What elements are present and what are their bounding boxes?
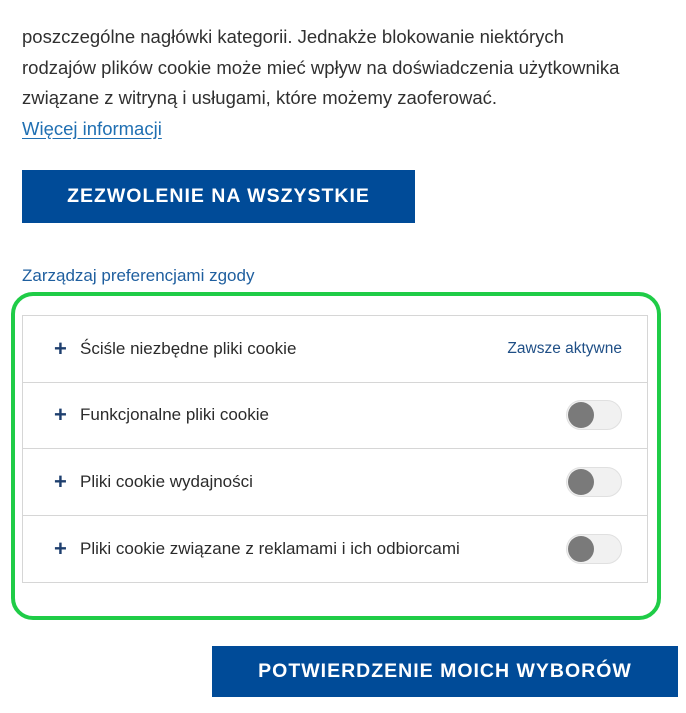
toggle-knob [568, 469, 594, 495]
category-advertising[interactable] [23, 516, 647, 583]
intro-line-2: rodzajów plików cookie może mieć wpływ na doświadczenia użytkownika [22, 56, 620, 78]
toggle-knob [568, 536, 594, 562]
category-label: Pliki cookie wydajności [80, 471, 253, 491]
expand-plus-icon: + [54, 535, 67, 561]
cookie-categories-accordion [22, 315, 648, 583]
category-label: Ściśle niezbędne pliki cookie [80, 338, 297, 358]
category-label: Pliki cookie związane z reklamami i ich odbiorcami [80, 538, 460, 558]
intro-text [22, 22, 662, 144]
expand-plus-icon: + [54, 468, 67, 494]
intro-line-3: związane z witryną i usługami, które możemy zaoferować. [22, 87, 498, 108]
toggle-knob [568, 402, 594, 428]
intro-line-1: poszczególne nagłówki kategorii. Jednakże blokowanie niektórych [22, 26, 564, 47]
expand-plus-icon: + [54, 402, 67, 428]
category-performance[interactable] [23, 449, 647, 516]
more-info-link[interactable]: Więcej informacji [22, 117, 162, 139]
confirm-choices-button[interactable]: POTWIERDZENIE MOICH WYBORÓW [212, 646, 678, 697]
category-strictly-necessary[interactable] [23, 316, 647, 383]
advertising-cookies-toggle[interactable] [566, 534, 622, 564]
functional-cookies-toggle[interactable] [566, 400, 622, 430]
category-functional[interactable] [23, 383, 647, 450]
category-label: Funkcjonalne pliki cookie [80, 405, 269, 425]
always-active-label: Zawsze aktywne [507, 339, 622, 357]
allow-all-button[interactable]: ZEZWOLENIE NA WSZYSTKIE [22, 170, 415, 223]
performance-cookies-toggle[interactable] [566, 467, 622, 497]
expand-plus-icon: + [54, 335, 67, 361]
manage-preferences-heading: Zarządzaj preferencjami zgody [22, 266, 255, 285]
